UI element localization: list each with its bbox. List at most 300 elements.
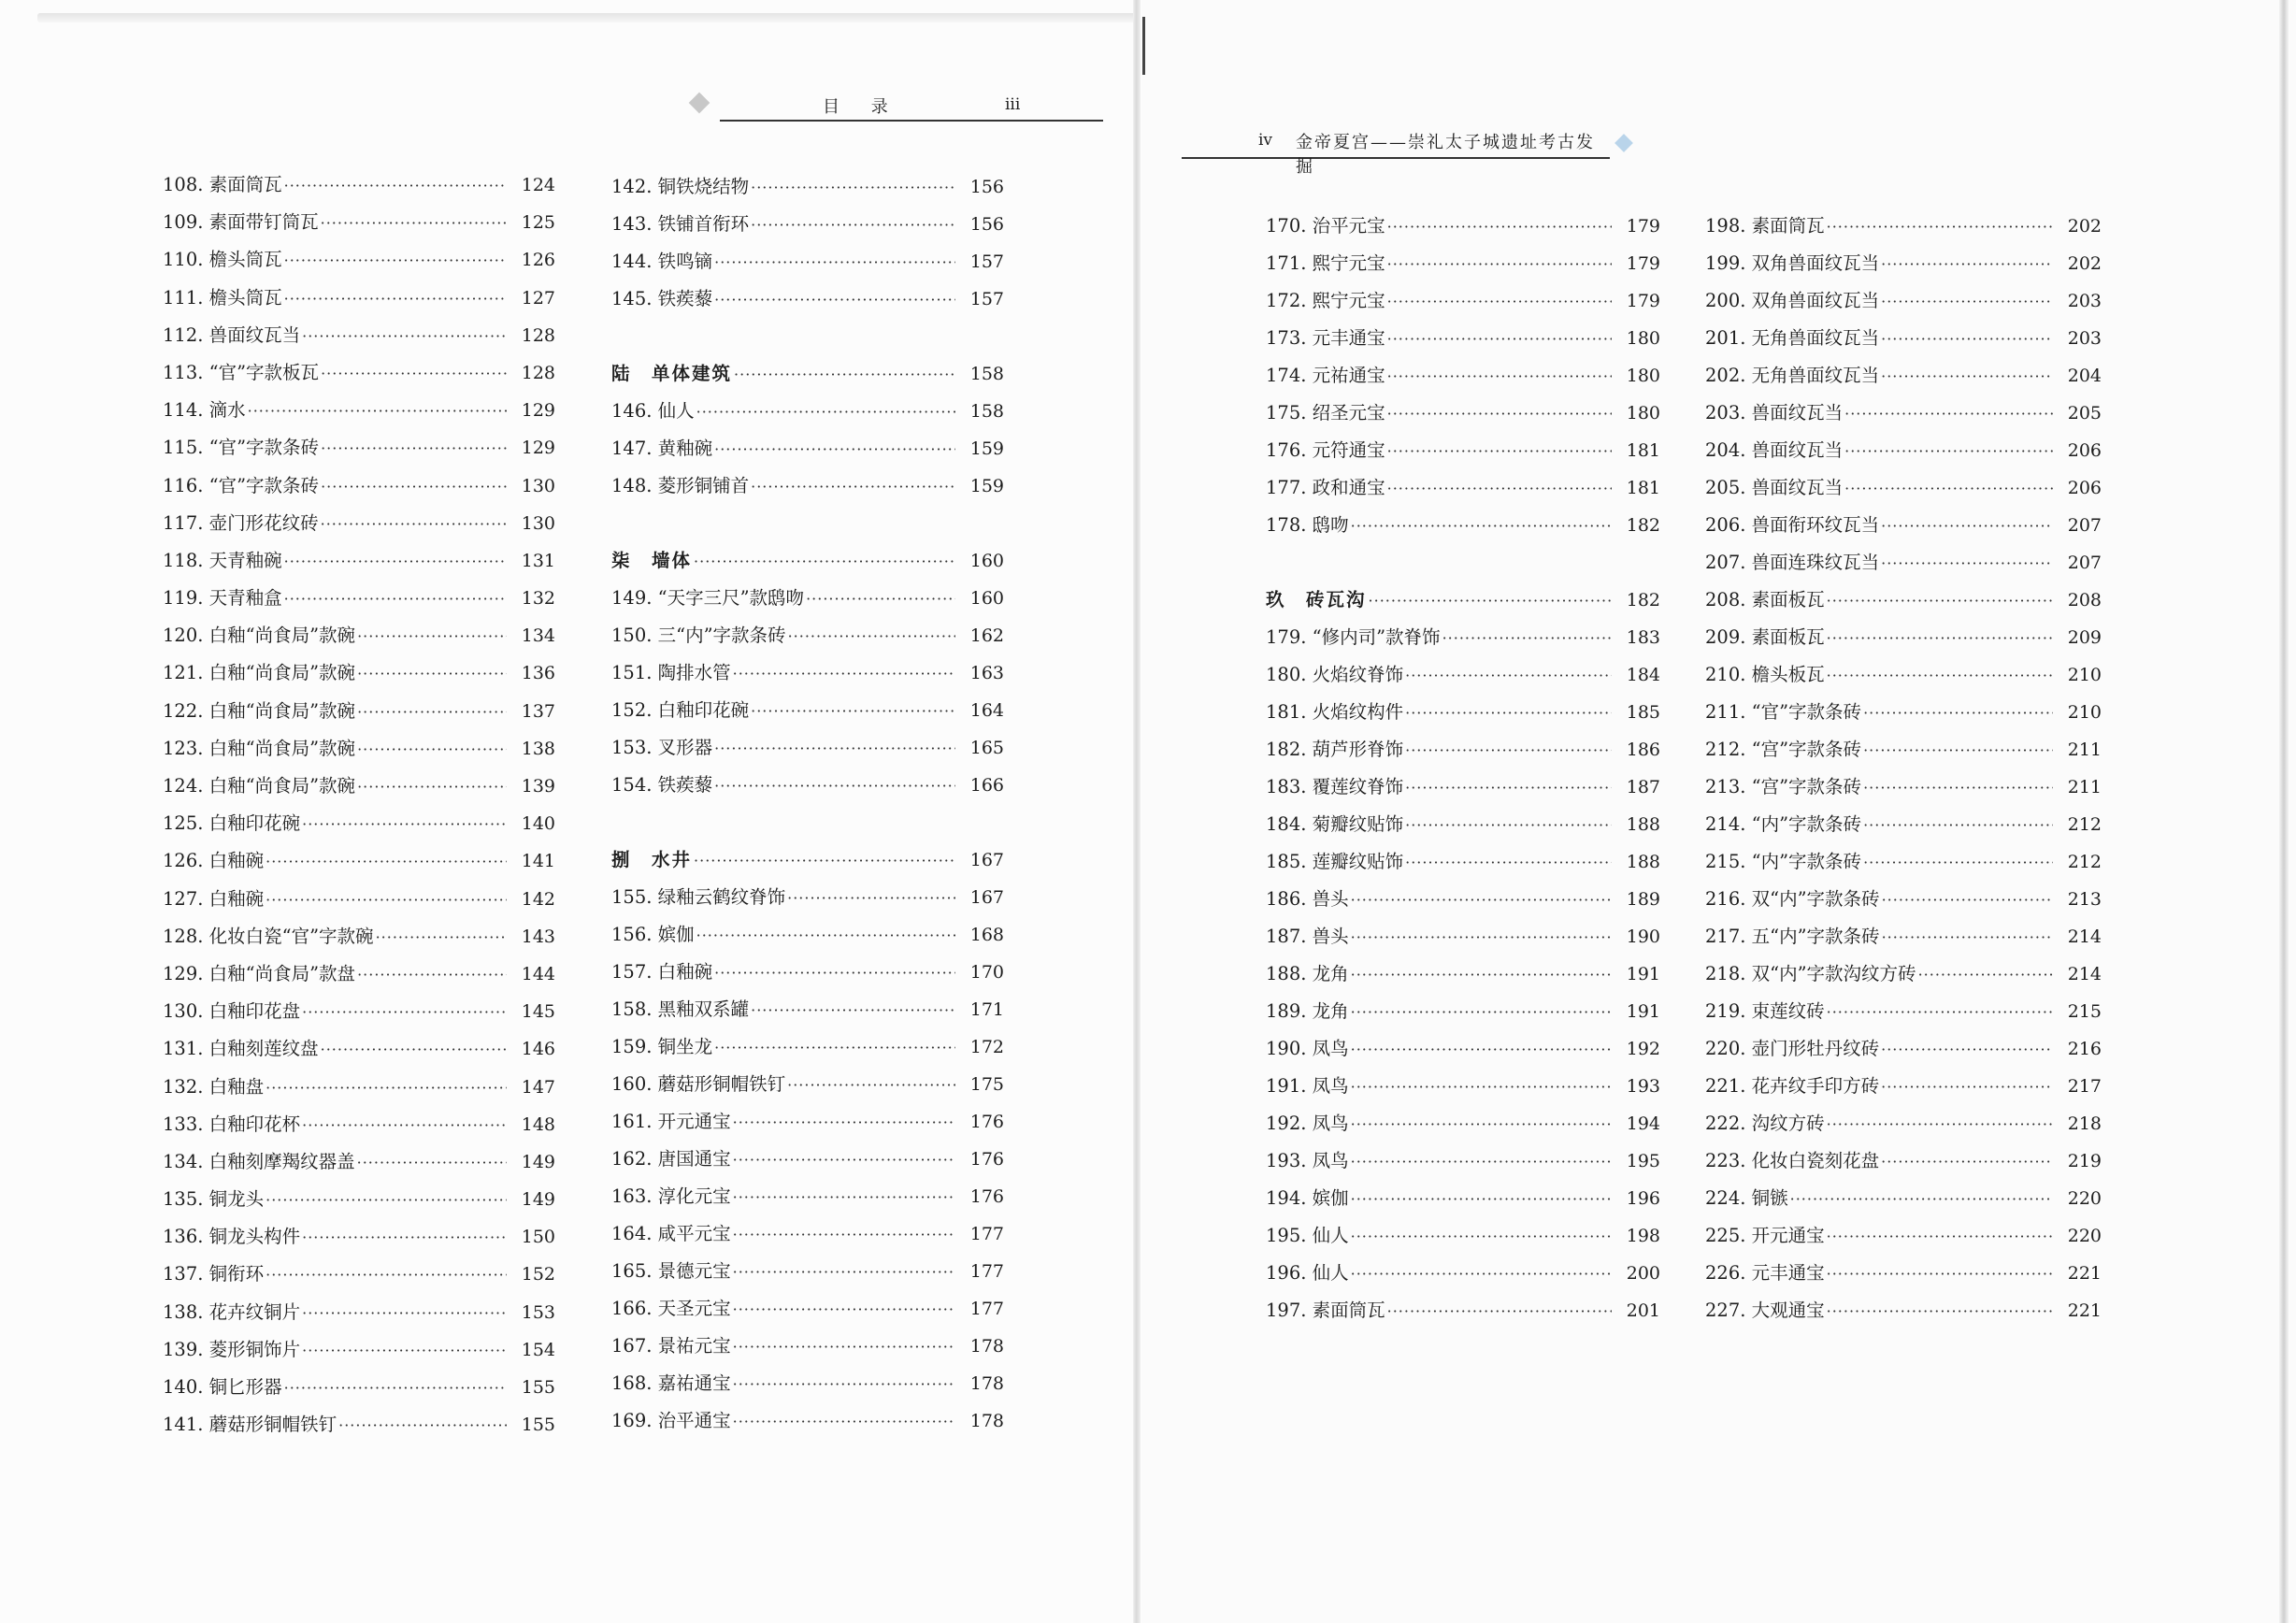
dot-leader [694, 842, 955, 880]
dot-leader [1405, 844, 1612, 882]
toc-entry-page: 210 [2067, 665, 2102, 685]
toc-entry-page: 217 [2067, 1076, 2102, 1097]
toc-entry [163, 1406, 555, 1443]
toc-entry [1266, 768, 1660, 806]
toc-entry-page: 150 [521, 1227, 555, 1248]
dot-leader [1351, 994, 1612, 1031]
toc-entry-page: 180 [1626, 366, 1660, 386]
dot-leader [1387, 433, 1612, 470]
dot-leader [1351, 1143, 1612, 1181]
toc-entry [611, 580, 1004, 617]
toc-entry [1705, 245, 2102, 282]
toc-entry-label: 209. 素面板瓦 [1705, 626, 1825, 648]
toc-entry [1266, 1068, 1660, 1105]
dot-leader [1369, 582, 1612, 620]
toc-entry [1266, 469, 1660, 507]
dot-leader [1827, 994, 2053, 1031]
dot-leader [733, 655, 955, 693]
toc-entry [163, 842, 555, 880]
toc-entry [611, 1290, 1004, 1328]
toc-section-heading [1266, 582, 1660, 619]
toc-entry-label: 160. 蘑菇形铜帽铁钉 [611, 1073, 786, 1095]
dot-leader [357, 694, 507, 731]
toc-entry [1705, 694, 2102, 731]
toc-entry-page: 185 [1626, 702, 1660, 723]
toc-entry [1266, 208, 1660, 245]
toc-entry [611, 168, 1004, 206]
toc-entry-page: 198 [1626, 1226, 1660, 1246]
toc-entry-page: 167 [969, 850, 1004, 870]
dot-leader [284, 581, 507, 618]
toc-entry [611, 729, 1004, 767]
dot-leader [357, 618, 507, 655]
toc-entry-page: 207 [2067, 553, 2102, 573]
toc-entry-page: 177 [969, 1299, 1004, 1319]
toc-entry-page: 212 [2067, 814, 2102, 835]
dot-leader [321, 468, 507, 506]
toc-entry [163, 354, 555, 392]
dot-leader [733, 1254, 955, 1291]
toc-entry [163, 617, 555, 654]
dot-leader [1351, 1256, 1612, 1293]
toc-entry-page: 162 [969, 625, 1004, 646]
dot-leader [248, 393, 507, 430]
toc-entry [163, 580, 555, 617]
toc-entry [1266, 1292, 1660, 1329]
toc-entry-label: 178. 鸱吻 [1266, 514, 1349, 536]
toc-entry-page: 160 [969, 588, 1004, 609]
toc-entry [163, 693, 555, 730]
dot-leader [787, 1067, 955, 1104]
running-head-title: 金帝夏宫——崇礼太子城遗址考古发掘 [1296, 133, 1595, 177]
toc-entry [1266, 245, 1660, 282]
dot-leader [1387, 321, 1612, 358]
toc-entry-page: 160 [969, 551, 1004, 571]
toc-entry [611, 280, 1004, 318]
toc-entry-label: 221. 花卉纹手印方砖 [1705, 1075, 1880, 1097]
toc-entry-page: 147 [521, 1076, 555, 1098]
toc-entry-page: 132 [521, 588, 555, 610]
toc-entry [611, 991, 1004, 1028]
toc-entry-label: 174. 元祐通宝 [1266, 365, 1385, 386]
toc-entry [1266, 843, 1660, 881]
toc-entry-label: 110. 檐头筒瓦 [163, 249, 282, 271]
toc-entry-label: 132. 白釉盘 [163, 1075, 265, 1098]
toc-entry [1705, 1217, 2102, 1255]
toc-entry-label: 215. “内”字款条砖 [1705, 851, 1862, 872]
dot-leader [1827, 1256, 2053, 1293]
toc-entry [1266, 656, 1660, 694]
dot-leader [1881, 508, 2053, 545]
dot-leader [1351, 508, 1612, 545]
dot-leader [1881, 1143, 2053, 1181]
toc-entry-page: 190 [1626, 926, 1660, 947]
toc-entry-label: 142. 铜铁烧结物 [611, 176, 750, 197]
toc-entry-page: 192 [1626, 1039, 1660, 1059]
dot-leader [1881, 283, 2053, 321]
dot-leader [265, 1070, 507, 1107]
toc-entry-page: 221 [2067, 1300, 2102, 1321]
dot-leader [284, 280, 507, 318]
toc-entry-label: 玖 砖瓦沟 [1266, 589, 1367, 610]
toc-entry-page: 177 [969, 1224, 1004, 1244]
toc-entry-label: 127. 白釉碗 [163, 887, 265, 910]
toc-entry [163, 805, 555, 842]
toc-entry-label: 186. 兽头 [1266, 888, 1349, 910]
dot-leader [733, 1142, 955, 1179]
toc-entry-label: 196. 仙人 [1266, 1262, 1349, 1284]
running-head-left [720, 92, 1103, 122]
toc-entry-label: 161. 开元通宝 [611, 1111, 731, 1132]
dot-leader [733, 1179, 955, 1216]
toc-entry-label: 陆 单体建筑 [611, 363, 733, 384]
dot-leader [1351, 1106, 1612, 1143]
dot-leader [1405, 769, 1612, 807]
toc-entry [1266, 1030, 1660, 1068]
dot-leader [265, 1257, 507, 1294]
toc-entry-label: 210. 檐头板瓦 [1705, 664, 1825, 685]
toc-column-b [611, 168, 1004, 1440]
toc-entry [611, 1178, 1004, 1215]
toc-entry [1705, 843, 2102, 881]
toc-entry [1266, 1142, 1660, 1180]
toc-entry [163, 730, 555, 768]
toc-entry-label: 172. 熙宁元宝 [1266, 290, 1385, 311]
toc-entry [1266, 993, 1660, 1030]
toc-entry-label: 183. 覆莲纹脊饰 [1266, 776, 1404, 797]
toc-entry-page: 206 [2067, 478, 2102, 498]
toc-entry [1266, 806, 1660, 843]
toc-entry-page: 156 [969, 177, 1004, 197]
dot-leader [1881, 1031, 2053, 1069]
toc-entry-label: 152. 白釉印花碗 [611, 699, 750, 721]
toc-entry-label: 188. 龙角 [1266, 963, 1349, 984]
toc-entry-label: 148. 菱形铜铺首 [611, 475, 750, 496]
toc-entry [1266, 282, 1660, 320]
toc-entry [611, 1215, 1004, 1253]
running-head-right [1182, 129, 1610, 177]
dot-leader [302, 994, 507, 1031]
gutter-crease [1142, 17, 1145, 75]
toc-entry [163, 317, 555, 354]
toc-entry [611, 430, 1004, 467]
toc-entry-label: 153. 叉形器 [611, 737, 713, 758]
toc-entry-label: 119. 天青釉盒 [163, 587, 282, 610]
toc-entry-page: 159 [969, 476, 1004, 496]
dot-leader [357, 731, 507, 768]
dot-leader [284, 543, 507, 581]
dot-leader [265, 882, 507, 919]
toc-entry-label: 224. 铜镞 [1705, 1187, 1788, 1209]
dot-leader [338, 1407, 507, 1444]
toc-entry-page: 205 [2067, 403, 2102, 424]
toc-entry-page: 194 [1626, 1113, 1660, 1134]
dot-leader [302, 1295, 507, 1332]
toc-spacer [1266, 544, 1660, 582]
toc-entry [611, 654, 1004, 692]
toc-entry-label: 156. 嫔伽 [611, 924, 695, 945]
toc-entry [1705, 432, 2102, 469]
toc-entry-label: 129. 白釉“尚食局”款盘 [163, 962, 356, 984]
dot-leader [1918, 956, 2053, 994]
dot-leader [1881, 246, 2053, 283]
toc-entry-page: 152 [521, 1264, 555, 1285]
toc-entry-label: 212. “宫”字款条砖 [1705, 739, 1862, 760]
toc-entry-label: 151. 陶排水管 [611, 662, 731, 683]
toc-column-a [163, 166, 555, 1443]
toc-entry-page: 183 [1626, 627, 1660, 648]
toc-entry-page: 184 [1626, 665, 1660, 685]
toc-section-heading [611, 355, 1004, 393]
toc-entry-page: 214 [2067, 964, 2102, 984]
toc-entry-page: 179 [1626, 253, 1660, 274]
toc-entry-label: 191. 凤鸟 [1266, 1075, 1349, 1097]
toc-entry-label: 117. 壶门形花纹砖 [163, 511, 319, 534]
toc-entry [163, 768, 555, 805]
toc-entry-label: 141. 蘑菇形铜帽铁钉 [163, 1414, 337, 1436]
dot-leader [1387, 358, 1612, 395]
toc-entry-label: 192. 凤鸟 [1266, 1113, 1349, 1134]
toc-entry-page: 158 [969, 364, 1004, 384]
toc-entry [1705, 320, 2102, 357]
dot-leader [1387, 470, 1612, 508]
dot-leader [1881, 358, 2053, 395]
toc-entry-page: 148 [521, 1113, 555, 1135]
dot-leader [1882, 919, 2053, 956]
dot-leader [265, 1182, 507, 1219]
toc-entry-label: 194. 嫔伽 [1266, 1187, 1349, 1209]
dot-leader [1844, 433, 2053, 470]
dot-leader [1351, 1181, 1612, 1218]
dot-leader [321, 355, 507, 393]
dot-leader [1881, 545, 2053, 582]
toc-entry [163, 1369, 555, 1406]
toc-entry-page: 153 [521, 1301, 555, 1323]
toc-entry-page: 187 [1626, 777, 1660, 797]
toc-entry [611, 1253, 1004, 1290]
toc-entry-page: 155 [521, 1415, 555, 1436]
toc-entry-page: 146 [521, 1039, 555, 1060]
toc-entry [1266, 357, 1660, 395]
toc-entry-label: 202. 无角兽面纹瓦当 [1705, 365, 1880, 386]
toc-entry-page: 216 [2067, 1039, 2102, 1059]
toc-entry-label: 185. 莲瓣纹贴饰 [1266, 851, 1404, 872]
toc-entry-label: 163. 淳化元宝 [611, 1185, 731, 1207]
toc-entry [163, 1256, 555, 1293]
toc-entry-label: 218. 双“内”字款沟纹方砖 [1705, 963, 1916, 984]
toc-entry-page: 204 [2067, 366, 2102, 386]
toc-entry-page: 179 [1626, 216, 1660, 237]
toc-entry-page: 180 [1626, 403, 1660, 424]
dot-leader [1863, 844, 2053, 882]
toc-entry [163, 505, 555, 542]
dot-leader [788, 618, 955, 655]
toc-entry [1705, 208, 2102, 245]
toc-entry-page: 137 [521, 700, 555, 722]
toc-entry-label: 179. “修内司”款脊饰 [1266, 626, 1441, 648]
toc-entry-label: 195. 仙人 [1266, 1225, 1349, 1246]
toc-entry-page: 142 [521, 888, 555, 910]
toc-entry-page: 170 [969, 962, 1004, 983]
toc-entry [611, 692, 1004, 729]
toc-entry-page: 202 [2067, 253, 2102, 274]
toc-entry [163, 542, 555, 580]
dot-leader [734, 356, 955, 394]
toc-entry [1705, 768, 2102, 806]
dot-leader [714, 955, 955, 992]
toc-entry-label: 134. 白釉刻摩羯纹器盖 [163, 1150, 355, 1172]
dot-leader [806, 581, 955, 618]
toc-entry [163, 1143, 555, 1181]
dot-leader [1881, 321, 2053, 358]
toc-entry-page: 157 [969, 289, 1004, 309]
toc-entry-page: 181 [1626, 478, 1660, 498]
toc-entry-label: 176. 元符通宝 [1266, 439, 1385, 461]
dot-leader [321, 205, 507, 242]
dot-leader [376, 919, 507, 956]
dot-leader [733, 1366, 955, 1403]
toc-entry [163, 1181, 555, 1218]
toc-entry-label: 177. 政和通宝 [1266, 477, 1385, 498]
toc-entry [1266, 881, 1660, 918]
toc-entry-label: 109. 素面带钉筒瓦 [163, 211, 319, 234]
toc-entry [163, 1069, 555, 1106]
toc-entry-label: 137. 铜衔环 [163, 1263, 265, 1285]
toc-entry-label: 187. 兽头 [1266, 926, 1349, 947]
dot-leader [1881, 1069, 2053, 1106]
toc-entry-label: 140. 铜匕形器 [163, 1376, 282, 1398]
toc-entry-page: 212 [2067, 852, 2102, 872]
toc-entry-page: 203 [2067, 328, 2102, 349]
dot-leader [284, 1370, 507, 1407]
toc-entry-page: 176 [969, 1112, 1004, 1132]
toc-entry-label: 169. 治平通宝 [611, 1410, 731, 1431]
toc-entry-page: 178 [969, 1411, 1004, 1431]
dot-leader [1387, 395, 1612, 433]
dot-leader [714, 730, 955, 768]
toc-entry-label: 162. 唐国通宝 [611, 1148, 731, 1170]
toc-entry-label: 133. 白釉印花杯 [163, 1113, 301, 1135]
toc-entry-label: 182. 葫芦形脊饰 [1266, 739, 1404, 760]
dot-leader [1827, 657, 2053, 695]
toc-column-c [1266, 208, 1660, 1329]
toc-entry-page: 221 [2067, 1263, 2102, 1284]
toc-entry-page: 191 [1626, 1001, 1660, 1022]
toc-entry [1705, 1142, 2102, 1180]
toc-entry-label: 116. “官”字款条砖 [163, 474, 320, 496]
dot-leader [733, 1329, 955, 1366]
dot-leader [751, 169, 955, 207]
toc-entry [611, 467, 1004, 505]
toc-entry-page: 181 [1626, 440, 1660, 461]
toc-entry [1705, 806, 2102, 843]
toc-entry-page: 156 [969, 214, 1004, 235]
dot-leader [1442, 620, 1612, 657]
toc-entry [1705, 1105, 2102, 1142]
toc-entry [611, 393, 1004, 430]
toc-entry-page: 214 [2067, 926, 2102, 947]
toc-entry [1705, 1068, 2102, 1105]
dot-leader [1863, 807, 2053, 844]
toc-entry [1266, 1105, 1660, 1142]
toc-entry-label: 166. 天圣元宝 [611, 1298, 731, 1319]
dot-leader [714, 431, 955, 468]
toc-entry [1705, 619, 2102, 656]
toc-entry-label: 189. 龙角 [1266, 1000, 1349, 1022]
toc-entry-label: 108. 素面筒瓦 [163, 174, 282, 195]
toc-entry [163, 1218, 555, 1256]
dot-leader [1405, 695, 1612, 732]
toc-entry-page: 154 [521, 1339, 555, 1360]
toc-entry-label: 121. 白釉“尚食局”款碗 [163, 662, 356, 684]
toc-entry-page: 145 [521, 1001, 555, 1023]
toc-entry-label: 159. 铜坐龙 [611, 1036, 713, 1057]
toc-entry-label: 146. 仙人 [611, 400, 695, 422]
dot-leader [751, 207, 955, 244]
toc-entry-label: 204. 兽面纹瓦当 [1705, 439, 1844, 461]
toc-entry [1266, 320, 1660, 357]
toc-entry-label: 220. 壶门形牡丹纹砖 [1705, 1038, 1880, 1059]
dot-leader [1827, 208, 2053, 246]
dot-leader [1790, 1181, 2053, 1218]
toc-entry [163, 654, 555, 692]
toc-entry-page: 208 [2067, 590, 2102, 610]
toc-entry-label: 124. 白釉“尚食局”款碗 [163, 775, 356, 797]
toc-entry-page: 165 [969, 738, 1004, 758]
toc-entry-page: 129 [521, 438, 555, 459]
toc-section-heading [611, 841, 1004, 879]
scan-right-edge [2279, 0, 2289, 1623]
toc-entry [163, 993, 555, 1030]
toc-entry-label: 216. 双“内”字款条砖 [1705, 888, 1880, 910]
toc-entry-page: 166 [969, 775, 1004, 796]
toc-entry-page: 171 [969, 999, 1004, 1020]
toc-entry [1705, 731, 2102, 768]
toc-entry [1705, 544, 2102, 582]
toc-entry [611, 954, 1004, 991]
toc-entry-label: 222. 沟纹方砖 [1705, 1113, 1825, 1134]
toc-entry-label: 170. 治平元宝 [1266, 215, 1385, 237]
toc-entry [163, 1030, 555, 1068]
toc-entry [1705, 395, 2102, 432]
dot-leader [787, 880, 955, 917]
toc-entry-label: 捌 水井 [611, 849, 693, 870]
toc-entry [611, 617, 1004, 654]
dot-leader [1351, 919, 1612, 956]
dot-leader [1405, 807, 1612, 844]
dot-leader [1844, 395, 2053, 433]
toc-entry [611, 916, 1004, 954]
toc-entry [611, 1365, 1004, 1402]
toc-entry [163, 467, 555, 505]
toc-entry-label: 143. 铁铺首衔环 [611, 213, 750, 235]
toc-entry-page: 144 [521, 963, 555, 984]
toc-entry-label: 198. 素面筒瓦 [1705, 215, 1825, 237]
toc-entry-label: 112. 兽面纹瓦当 [163, 323, 301, 346]
toc-entry-label: 145. 铁蒺藜 [611, 288, 713, 309]
toc-entry [163, 429, 555, 467]
toc-entry [1705, 656, 2102, 694]
toc-entry-label: 173. 元丰通宝 [1266, 327, 1385, 349]
toc-entry-label: 154. 铁蒺藜 [611, 774, 713, 796]
toc-entry-page: 129 [521, 400, 555, 422]
toc-entry-label: 180. 火焰纹脊饰 [1266, 664, 1404, 685]
toc-entry-label: 139. 菱形铜饰片 [163, 1338, 301, 1360]
toc-entry-label: 111. 檐头筒瓦 [163, 286, 282, 309]
toc-entry-label: 203. 兽面纹瓦当 [1705, 402, 1844, 424]
toc-entry-page: 211 [2067, 777, 2102, 797]
toc-entry-page: 163 [969, 663, 1004, 683]
